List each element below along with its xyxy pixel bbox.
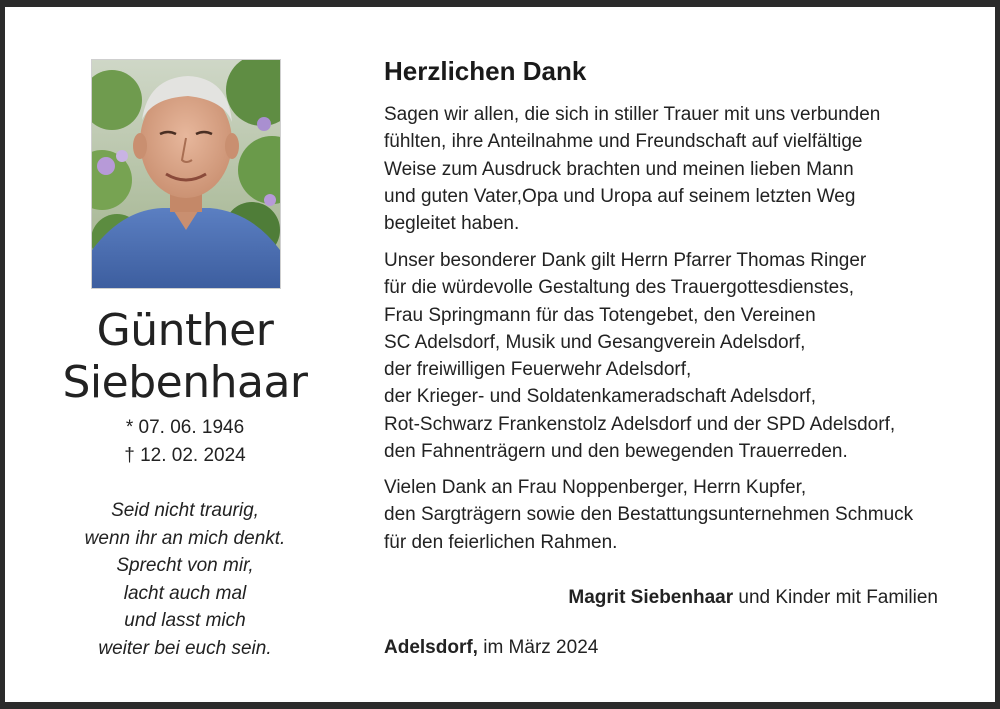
- paragraph-line: Weise zum Ausdruck brachten und meinen lieben Mann: [384, 158, 854, 180]
- thanks-paragraph-2: [384, 247, 964, 465]
- paragraph-line: Vielen Dank an Frau Noppenberger, Herrn Kupfer,: [384, 477, 807, 498]
- paragraph-line: den Fahnenträgern und den bewegenden Trauerreden.: [384, 441, 848, 463]
- place-city: Adelsdorf,: [384, 637, 478, 658]
- thanks-paragraph-3: [384, 474, 964, 556]
- paragraph-line: Rot-Schwarz Frankenstolz Adelsdorf und der SPD Adelsdorf,: [384, 413, 896, 435]
- poem-line: und lasst mich: [124, 610, 246, 632]
- portrait-photo-icon: [91, 59, 281, 289]
- deceased-last-name: Siebenhaar: [62, 357, 308, 408]
- paragraph-line: fühlten, ihre Anteilnahme und Freundschaft auf vielfältige: [384, 131, 863, 153]
- place-date: im März 2024: [477, 637, 599, 658]
- paragraph-line: und guten Vater,Opa und Uropa auf seinem letzten Weg: [384, 185, 856, 207]
- death-date: † 12. 02. 2024: [124, 445, 246, 466]
- poem-line: Seid nicht traurig,: [111, 500, 259, 521]
- notice-heading: Herzlichen Dank: [384, 56, 587, 86]
- paragraph-line: Frau Springmann für das Totengebet, den Vereinen: [384, 304, 816, 326]
- paragraph-line: für die würdevolle Gestaltung des Trauergottesdienstes,: [384, 277, 854, 299]
- poem-line: wenn ihr an mich denkt.: [84, 527, 286, 549]
- paragraph-line: Unser besonderer Dank gilt Herrn Pfarrer Thomas Ringer: [384, 250, 867, 271]
- poem: [45, 497, 325, 663]
- signature-name: Magrit Siebenhaar: [568, 587, 734, 608]
- paragraph-line: für den feierlichen Rahmen.: [384, 531, 618, 553]
- paragraph-line: den Sargträgern sowie den Bestattungsunternehmen Schmuck: [384, 504, 914, 526]
- poem-line: Sprecht von mir,: [116, 555, 254, 577]
- paragraph-line: der Krieger- und Soldatenkameradschaft Adelsdorf,: [384, 386, 816, 408]
- deceased-first-name: Günther: [96, 305, 274, 356]
- poem-line: lacht auch mal: [123, 582, 247, 604]
- signature-rest: und Kinder mit Familien: [733, 587, 938, 608]
- thanks-paragraph-1: [384, 101, 964, 237]
- signature: [568, 584, 938, 612]
- paragraph-line: SC Adelsdorf, Musik und Gesangverein Adelsdorf,: [384, 331, 806, 353]
- place-and-date: [384, 634, 598, 662]
- paragraph-line: Sagen wir allen, die sich in stiller Trauer mit uns verbunden: [384, 104, 881, 125]
- birth-date: * 07. 06. 1946: [125, 417, 245, 438]
- paragraph-line: begleitet haben.: [384, 213, 520, 235]
- paragraph-line: der freiwilligen Feuerwehr Adelsdorf,: [384, 359, 692, 381]
- poem-line: weiter bei euch sein.: [98, 637, 272, 659]
